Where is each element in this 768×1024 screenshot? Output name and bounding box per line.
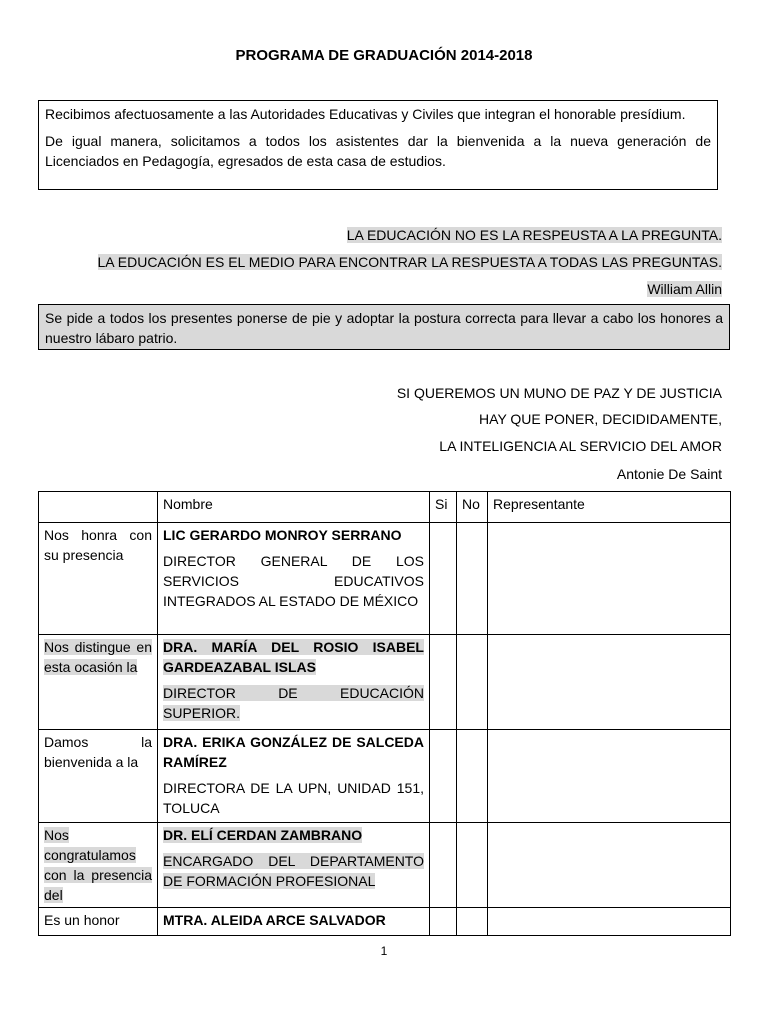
table-row (39, 908, 731, 936)
page-title: PROGRAMA DE GRADUACIÓN 2014-2018 (235, 47, 533, 64)
row-intro-wrap (39, 635, 158, 730)
guest-position-wrap (163, 683, 424, 723)
si-cell[interactable] (430, 635, 457, 730)
representante-cell[interactable] (488, 730, 731, 823)
header-no: No (457, 492, 488, 523)
quote2-line3: LA INTELIGENCIA AL SERVICIO DEL AMOR (439, 438, 722, 454)
row-person (158, 523, 430, 635)
guest-name: LIC GERARDO MONROY SERRANO (163, 527, 402, 543)
row-person (158, 823, 430, 908)
page-number: 1 (380, 944, 388, 958)
header-name: Nombre (158, 492, 430, 523)
row-person (158, 908, 430, 936)
row-intro-wrap (39, 823, 158, 908)
no-cell[interactable] (457, 823, 488, 908)
row-intro: Es un honor (39, 908, 158, 936)
representante-cell[interactable] (488, 823, 731, 908)
quote1-line1-wrap (347, 226, 722, 244)
honors-instruction: Se pide a todos los presentes ponerse de pie y adoptar la postura correcta para llevar a cabo los honores a nuestro lábaro patrio. (38, 304, 730, 350)
guest-name-wrap (163, 637, 424, 677)
si-cell[interactable] (430, 823, 457, 908)
intro-paragraph-1: Recibimos afectuosamente a las Autoridades Educativas y Civiles que integran el honorable presídium. (45, 106, 686, 122)
guest-name: DRA. MARÍA DEL ROSIO ISABEL GARDEAZABAL ISLAS (163, 639, 424, 675)
row-intro: Nos honra con su presencia (39, 523, 158, 635)
intro-box (38, 100, 718, 190)
row-person (158, 730, 430, 823)
no-cell[interactable] (457, 908, 488, 936)
guest-name: MTRA. ALEIDA ARCE SALVADOR (163, 912, 386, 928)
representante-cell[interactable] (488, 523, 731, 635)
si-cell[interactable] (430, 523, 457, 635)
table-header-row (39, 492, 731, 523)
guest-position: ENCARGADO DEL DEPARTAMENTO DE FORMACIÓN PROFESIONAL (163, 853, 424, 889)
no-cell[interactable] (457, 730, 488, 823)
guest-position: DIRECTOR DE EDUCACIÓN SUPERIOR. (163, 685, 424, 721)
row-intro: Nos distingue en esta ocasión la (44, 639, 152, 675)
table-row (39, 635, 731, 730)
guest-name: DR. ELÍ CERDAN ZAMBRANO (163, 827, 363, 843)
row-intro: Damos la bienvenida a la (39, 730, 158, 823)
intro-paragraph-2: De igual manera, solicitamos a todos los asistentes dar la bienvenida a la nueva generación de Licenciados en Pedagogía, egresados de esta casa de estudios. (45, 133, 711, 169)
header-intro (39, 492, 158, 523)
guest-position-wrap (163, 851, 424, 891)
no-cell[interactable] (457, 523, 488, 635)
quote1-author: William Allin (647, 281, 722, 297)
representante-cell[interactable] (488, 635, 731, 730)
quote1-author-wrap (647, 280, 722, 298)
guest-position: DIRECTOR GENERAL DE LOS SERVICIOS EDUCATIVOS INTEGRADOS AL ESTADO DE MÉXICO (163, 553, 424, 609)
quote1-line1: LA EDUCACIÓN NO ES LA RESPEUSTA A LA PREGUNTA. (346, 227, 722, 243)
table-row (39, 730, 731, 823)
si-cell[interactable] (430, 908, 457, 936)
quote1-line2-wrap (98, 253, 722, 271)
header-si: Si (430, 492, 457, 523)
no-cell[interactable] (457, 635, 488, 730)
header-representante: Representante (488, 492, 731, 523)
table-row (39, 523, 731, 635)
quote1-line2: LA EDUCACIÓN ES EL MEDIO PARA ENCONTRAR LA RESPUESTA A TODAS LAS PREGUNTAS. (97, 254, 722, 270)
row-intro: Nos congratulamos con la presencia del (44, 827, 152, 903)
guest-name: DRA. ERIKA GONZÁLEZ DE SALCEDA RAMÍREZ (163, 734, 424, 770)
representante-cell[interactable] (488, 908, 731, 936)
quote2-line2: HAY QUE PONER, DECIDIDAMENTE, (479, 411, 722, 427)
quote2-line1: SI QUEREMOS UN MUNO DE PAZ Y DE JUSTICIA (396, 385, 722, 401)
row-person (158, 635, 430, 730)
si-cell[interactable] (430, 730, 457, 823)
guest-name-wrap (163, 825, 424, 845)
quote2-author: Antonie De Saint (616, 466, 722, 482)
guests-table (38, 491, 731, 936)
guest-position: DIRECTORA DE LA UPN, UNIDAD 151, TOLUCA (163, 780, 424, 816)
table-row (39, 823, 731, 908)
